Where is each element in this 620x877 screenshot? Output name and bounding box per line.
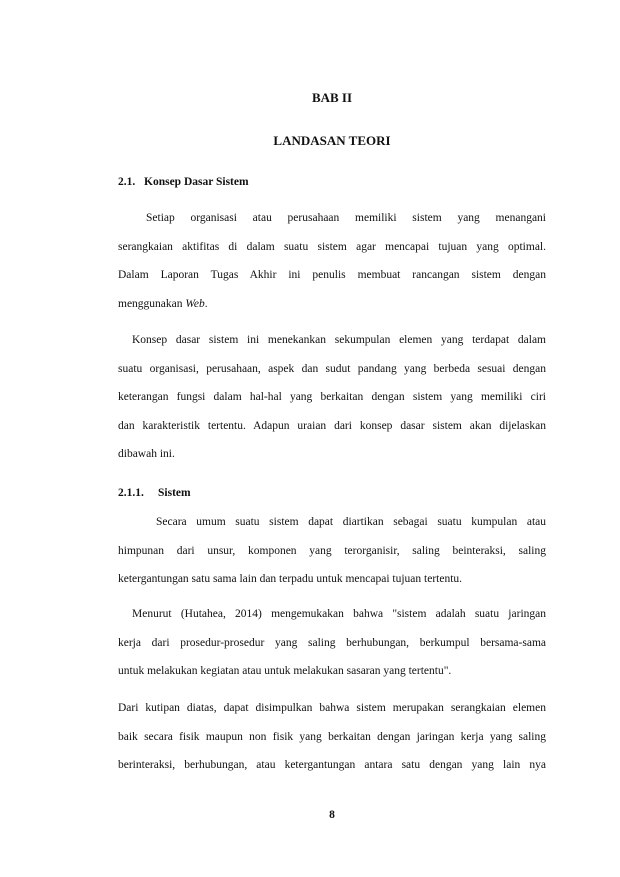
text-line: keterangan fungsi dalam hal-hal yang berkaitan dengan sistem yang memiliki ciri bbox=[118, 391, 546, 403]
paragraph-4 bbox=[118, 606, 546, 692]
text-line: berinteraksi, berhubungan, atau ketergantungan antara satu dengan yang lain nya bbox=[118, 759, 546, 771]
section-number: 2.1. bbox=[118, 176, 136, 188]
chapter-number: BAB II bbox=[311, 90, 353, 105]
text-line: kerja dari prosedur-prosedur yang saling berhubungan, berkumpul bersama-sama bbox=[118, 636, 546, 649]
text-line: dibawah ini. bbox=[118, 448, 175, 460]
text-line: serangkaian aktifitas di dalam suatu sistem agar mencapai tujuan yang optimal. bbox=[118, 240, 546, 253]
text-fragment: menggunakan bbox=[118, 297, 186, 310]
text-line: dan karakteristik tertentu. Adapun uraian dari konsep dasar sistem akan dijelaskan bbox=[118, 419, 546, 432]
paragraph-1 bbox=[118, 210, 546, 324]
section-heading-2-1 bbox=[118, 176, 249, 188]
text-line: Secara umum suatu sistem dapat diartikan sebagai suatu kumpulan atau bbox=[156, 516, 546, 528]
paragraph-3 bbox=[118, 514, 546, 600]
text-line bbox=[118, 296, 546, 325]
text-line: Konsep dasar sistem ini menekankan sekumpulan elemen yang terdapat dalam bbox=[132, 334, 546, 346]
section-title: Sistem bbox=[158, 487, 191, 499]
page-number: 8 bbox=[329, 809, 335, 821]
text-line: Menurut (Hutahea, 2014) mengemukakan bahwa "sistem adalah suatu jaringan bbox=[132, 608, 546, 620]
text-line: ketergantungan satu sama lain dan terpadu untuk mencapai tujuan tertentu. bbox=[118, 573, 463, 585]
text-line: untuk melakukan kegiatan atau untuk melakukan sasaran yang tertentu". bbox=[118, 665, 452, 677]
chapter-title: LANDASAN TEORI bbox=[273, 133, 391, 148]
text-line: Dari kutipan diatas, dapat disimpulkan bahwa sistem merupakan serangkaian elemen bbox=[118, 702, 546, 714]
text-line: baik secara fisik maupun non fisik yang berkaitan dengan jaringan kerja yang saling bbox=[118, 730, 546, 743]
text-line: Dalam Laporan Tugas Akhir ini penulis membuat rancangan sistem dengan bbox=[118, 269, 546, 281]
italic-term: Web bbox=[185, 297, 205, 310]
text-line: himpunan dari unsur, komponen yang terorganisir, saling beinteraksi, saling bbox=[118, 544, 546, 557]
text-line: suatu organisasi, perusahaan, aspek dan sudut pandang yang berbeda sesuai dengan bbox=[118, 362, 546, 375]
section-heading-2-1-1 bbox=[118, 487, 191, 499]
paragraph-5 bbox=[118, 700, 546, 786]
section-title: Konsep Dasar Sistem bbox=[144, 176, 249, 188]
paragraph-2 bbox=[118, 332, 546, 475]
section-number: 2.1.1. bbox=[118, 487, 144, 499]
text-line: Setiap organisasi atau perusahaan memiliki sistem yang menangani bbox=[146, 212, 546, 224]
text-fragment: . bbox=[204, 297, 208, 310]
